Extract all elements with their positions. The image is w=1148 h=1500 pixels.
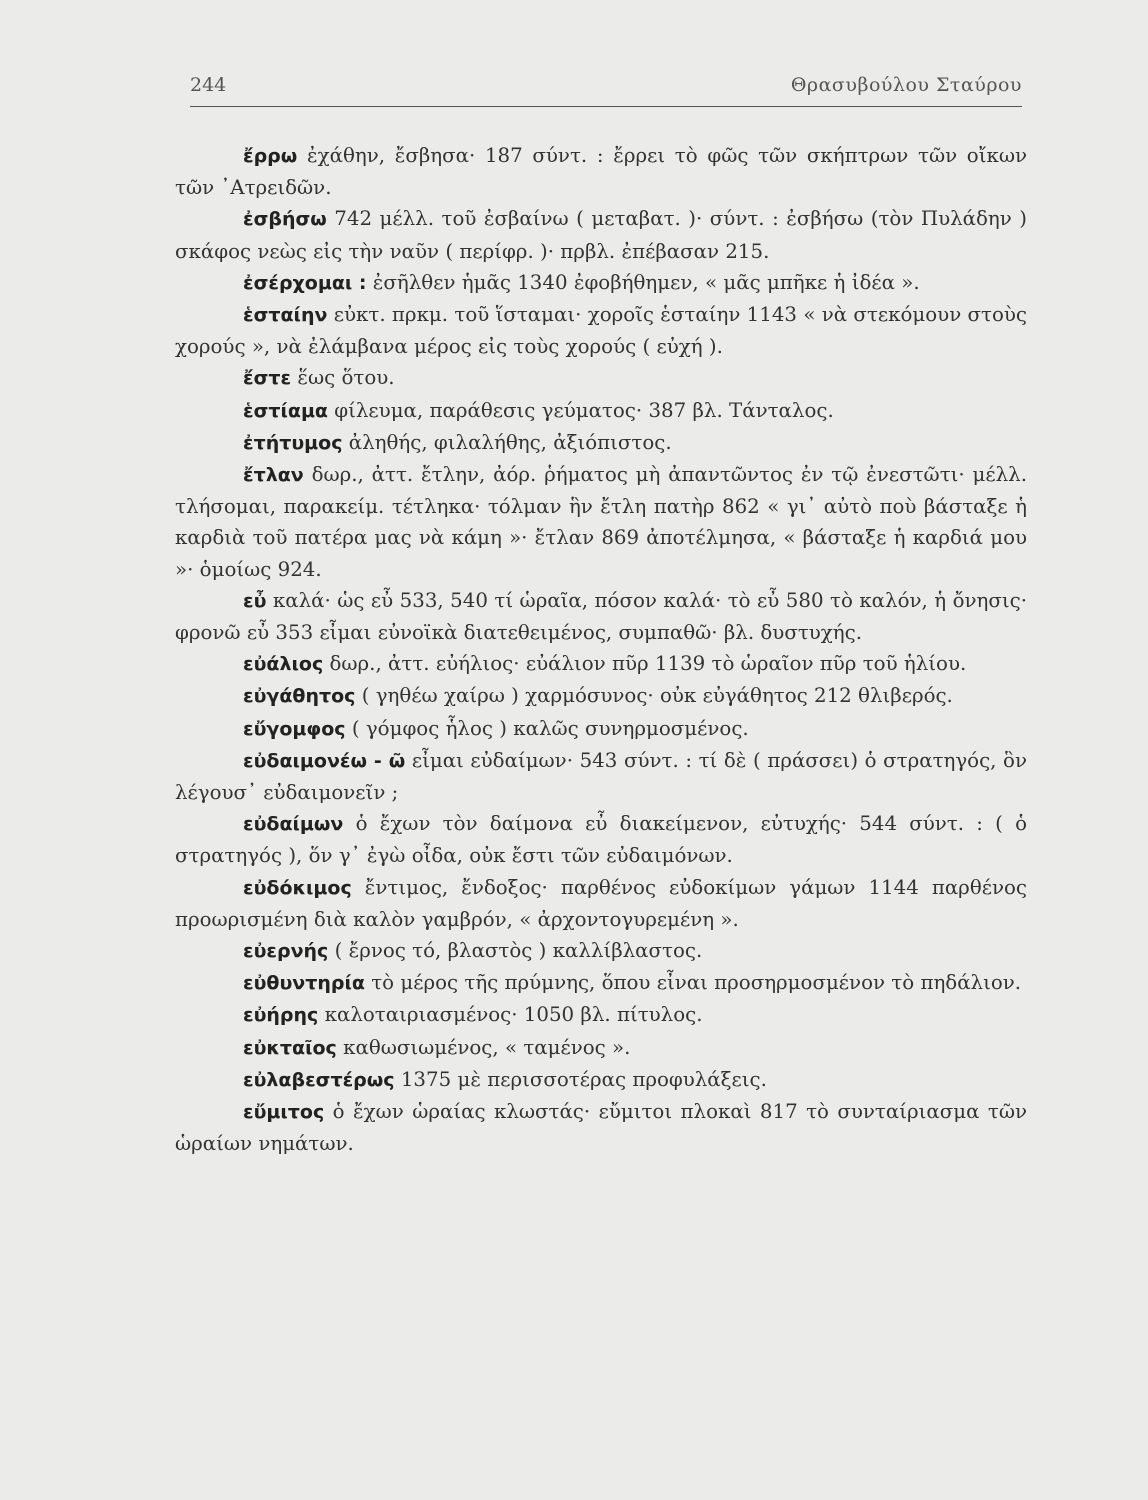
entry-headword: εὐγάθητος	[243, 685, 356, 708]
entry-headword: εὐδαιμονέω - ῶ	[243, 749, 406, 772]
entry-definition: καλοταιριασμένος· 1050 βλ. πίτυλος.	[318, 1003, 703, 1027]
entry-definition: ( γηθέω χαίρω ) χαρμόσυνος· οὐκ εὐγάθητος 212 θλιβερός.	[355, 684, 953, 708]
entry-headword: εὔγομφος	[243, 717, 346, 740]
entry-headword: ἐσβήσω	[243, 208, 327, 231]
entry-definition: τὸ μέρος τῆς πρύμνης, ὅπου εἶναι προσηρμοσμένον τὸ πηδάλιον.	[364, 971, 1022, 995]
entry-headword: εὔμιτος	[243, 1101, 325, 1124]
entry-definition: καλά· ὡς εὖ 533, 540 τί ὡραῖα, πόσον καλά· τὸ εὖ 580 τὸ καλόν, ἡ ὄνησις· φρονῶ εὖ 353 εἶμαι εὐνοϊκὰ διατεθειμένος, συμπαθῶ· βλ. δυστυχής.	[175, 588, 1027, 645]
entry-headword: ἔτλαν	[243, 464, 304, 487]
entry-headword: εὐθυντηρία	[243, 972, 365, 995]
glossary-entry	[175, 872, 1027, 935]
entry-headword: εὐάλιος	[243, 653, 324, 676]
header-rule	[190, 106, 1022, 107]
glossary-entry	[175, 935, 1027, 967]
entry-definition: δωρ., ἀττ. εὐήλιος· εὐάλιον πῦρ 1139 τὸ ὡραῖον πῦρ τοῦ ἡλίου.	[323, 652, 967, 676]
running-header	[190, 74, 1022, 104]
entry-definition: 742 μέλλ. τοῦ ἐσβαίνω ( μεταβατ. )· σύντ. : ἐσβήσω (τὸν Πυλάδην ) σκάφος νεὼς εἰς τὴν ναῦν ( περίφρ. )· πρβλ. ἐπέβασαν 215.	[175, 207, 1027, 263]
entry-headword: ἐτήτυμος	[243, 431, 343, 454]
entry-headword: εὐδαίμων	[243, 813, 344, 836]
glossary-entries	[175, 140, 1027, 1160]
entry-definition: ἕως ὅτου.	[291, 366, 395, 390]
glossary-entry	[175, 585, 1027, 648]
entry-definition: ὁ ἔχων ὡραίας κλωστάς· εὔμιτοι πλοκαὶ 817 τὸ συνταίριασμα τῶν ὡραίων νημάτων.	[175, 1100, 1027, 1156]
glossary-entry	[175, 459, 1027, 585]
glossary-entry	[175, 745, 1027, 808]
glossary-entry	[175, 1064, 1027, 1096]
glossary-entry	[175, 713, 1027, 745]
entry-headword: ἐσέρχομαι :	[243, 271, 367, 294]
entry-headword: εὖ	[243, 589, 267, 612]
glossary-entry	[175, 680, 1027, 712]
entry-definition: ἀληθής, φιλαλήθης, ἀξιόπιστος.	[342, 430, 672, 454]
entry-definition: ἐχάθην, ἔσβησα· 187 σύντ. : ἔρρει τὸ φῶς τῶν σκήπτρων τῶν οἴκων τῶν ᾿Ατρειδῶν.	[175, 144, 1027, 200]
glossary-entry	[175, 1096, 1027, 1159]
entry-headword: εὐκταῖος	[243, 1036, 337, 1059]
page-number: 244	[190, 74, 227, 96]
glossary-entry	[175, 299, 1027, 362]
glossary-entry	[175, 140, 1027, 203]
glossary-entry	[175, 362, 1027, 394]
entry-headword: ἑσταίην	[243, 304, 328, 327]
glossary-entry	[175, 427, 1027, 459]
entry-definition: ἐσῆλθεν ἡμᾶς 1340 ἐφοβήθημεν, « μᾶς μπῆκε ἡ ἰδέα ».	[366, 270, 920, 294]
entry-definition: εὐκτ. πρκμ. τοῦ ἵσταμαι· χοροῖς ἑσταίην 1143 « νὰ στεκόμουν στοὺς χορούς », νὰ ἐλάμβανα μέρος εἰς τοὺς χορούς ( εὐχή ).	[175, 303, 1027, 359]
glossary-entry	[175, 395, 1027, 427]
glossary-entry	[175, 967, 1027, 999]
entry-definition: ( ἔρνος τό, βλαστὸς ) καλλίβλαστος.	[328, 939, 703, 963]
entry-definition: ὁ ἔχων τὸν δαίμονα εὖ διακείμενον, εὐτυχής· 544 σύντ. : ( ὁ στρατηγός ), ὅν γ᾿ ἐγὼ οἶδα, οὐκ ἔστι τῶν εὐδαιμόνων.	[175, 812, 1027, 868]
entry-headword: ἔστε	[243, 367, 292, 390]
glossary-entry	[175, 999, 1027, 1031]
entry-definition: εἶμαι εὐδαίμων· 543 σύντ. : τί δὲ ( πράσσει) ὁ στρατηγός, ὃν λέγουσ᾿ εὐδαιμονεῖν ;	[175, 748, 1027, 805]
glossary-entry	[175, 1032, 1027, 1064]
glossary-entry	[175, 267, 1027, 299]
glossary-entry	[175, 203, 1027, 266]
entry-headword: ἑστίαμα	[243, 399, 328, 422]
entry-definition: φίλευμα, παράθεσις γεύματος· 387 βλ. Τάνταλος.	[328, 398, 834, 422]
glossary-entry	[175, 808, 1027, 871]
entry-definition: δωρ., ἀττ. ἔτλην, ἀόρ. ῥήματος μὴ ἀπαντῶντος ἐν τῷ ἐνεστῶτι· μέλλ. τλήσομαι, παρακείμ. τέτληκα· τόλμαν ἣν ἔτλη πατὴρ 862 « γι᾿ αὐτὸ ποὺ βάσταξε ἡ καρδιὰ τοῦ πατέρα μας νὰ κάμη »· ἔτλαν 869 ἀποτέλμησα, « βάσταξε ἡ καρδιά μου »· ὁμοίως 924.	[175, 463, 1027, 581]
entry-definition: ( γόμφος ἧλος ) καλῶς συνηρμοσμένος.	[345, 716, 749, 740]
running-title: Θρασυβούλου Σταύρου	[790, 74, 1022, 96]
entry-headword: εὐλαβεστέρως	[243, 1068, 395, 1091]
entry-definition: 1375 μὲ περισσοτέρας προφυλάξεις.	[394, 1067, 767, 1091]
entry-headword: ἔρρω	[243, 145, 298, 167]
entry-headword: εὐδόκιμος	[243, 876, 352, 899]
entry-definition: ἔντιμος, ἔνδοξος· παρθένος εὐδοκίμων γάμων 1144 παρθένος προωρισμένη διὰ καλὸν γαμβρόν, « ἀρχοντογυρεμένη ».	[175, 875, 1027, 931]
entry-definition: καθωσιωμένος, « ταμένος ».	[336, 1035, 631, 1059]
entry-headword: εὐερνής	[243, 940, 329, 963]
entry-headword: εὐήρης	[243, 1004, 319, 1027]
glossary-entry	[175, 648, 1027, 680]
